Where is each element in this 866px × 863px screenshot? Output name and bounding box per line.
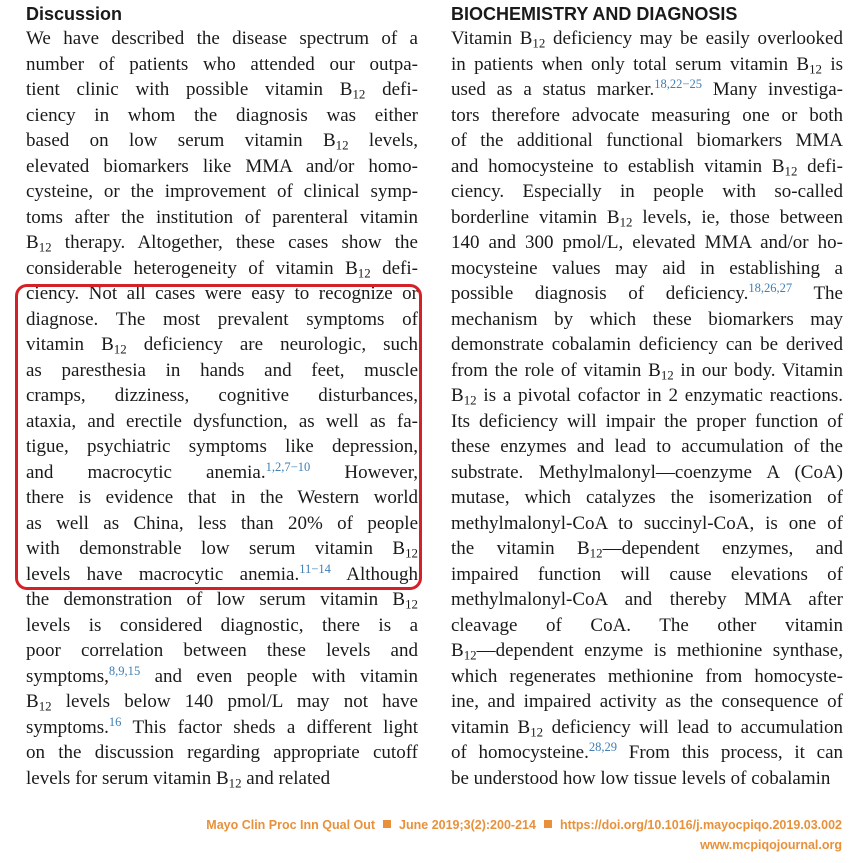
citation-ref[interactable]: 1,2,7−10	[265, 459, 311, 474]
text-line	[451, 332, 843, 358]
line-text: vitamin B	[26, 334, 114, 355]
text-line	[26, 638, 418, 664]
text-line	[451, 434, 843, 460]
line-text: of homocysteine.	[451, 742, 589, 763]
line-text: number of patients who attended our outpa-	[26, 53, 418, 75]
text-line	[26, 205, 418, 231]
citation-ref[interactable]: 18,22−25	[654, 77, 703, 92]
text-line	[451, 103, 843, 129]
footer-issue: June 2019;3(2):200-214	[399, 818, 536, 832]
text-line	[451, 740, 843, 766]
text-line	[451, 179, 843, 205]
subscript: 12	[532, 35, 546, 51]
line-text: This factor sheds a different light	[121, 716, 418, 738]
line-text: these enzymes and lead to accumulation of the	[451, 436, 843, 457]
text-line	[451, 638, 843, 664]
line-text: ciency in whom the diagnosis was either	[26, 104, 418, 126]
line-text: ciency. Not all cases were easy to recognize or	[26, 283, 418, 304]
subscript: 12	[589, 545, 603, 561]
line-text: Although	[330, 563, 419, 585]
text-line	[26, 409, 418, 435]
line-text: Many investiga-	[702, 79, 843, 100]
text-line	[26, 230, 418, 256]
line-text: tigue, psychiatric symptoms like depression,	[26, 436, 418, 457]
footer-citation	[206, 818, 842, 832]
text-line	[26, 613, 418, 639]
subscript: 12	[784, 163, 798, 179]
text-line	[451, 307, 843, 333]
line-text: methylmalonyl-CoA to succinyl-CoA, is one of	[451, 512, 843, 534]
line-text: elevated biomarkers like MMA and/or homo-	[26, 155, 418, 177]
line-text: impaired function will cause elevations of	[451, 563, 843, 585]
section-heading-discussion: Discussion	[26, 4, 123, 24]
citation-ref[interactable]: 8,9,15	[108, 663, 141, 678]
text-line	[451, 613, 843, 639]
text-line	[26, 587, 418, 613]
line-text: —dependent enzymes, and	[602, 538, 844, 559]
line-text: —dependent enzyme is methionine synthase,	[476, 640, 843, 661]
line-text: B	[451, 640, 464, 661]
text-line	[451, 664, 843, 690]
text-line	[451, 766, 843, 792]
text-line	[451, 205, 843, 231]
line-text: the vitamin B	[451, 538, 590, 559]
text-line	[26, 128, 418, 154]
text-line	[26, 766, 418, 792]
line-text: possible diagnosis of deficiency.	[451, 283, 749, 304]
subscript: 12	[530, 724, 544, 740]
subscript: 12	[228, 775, 242, 791]
subscript: 12	[335, 137, 349, 153]
text-line	[451, 26, 843, 52]
line-text: and macrocytic anemia.	[26, 461, 266, 483]
line-text: symptoms.	[26, 716, 109, 738]
citation-ref[interactable]: 18,26,27	[748, 281, 793, 296]
text-line	[451, 154, 843, 180]
line-text: ciency. Especially in people with so-called	[451, 181, 843, 202]
line-text: as paresthesia in hands and feet, muscle	[26, 359, 418, 381]
line-text: ataxia, and erectile dysfunction, as well as fa-	[26, 410, 418, 432]
line-text: levels for serum vitamin B	[26, 767, 229, 789]
text-line	[451, 536, 843, 562]
text-line	[451, 485, 843, 511]
line-text: symptoms,	[26, 665, 109, 687]
line-text: mechanism by which these biomarkers may	[451, 308, 843, 330]
biochemistry-paragraph	[451, 26, 843, 791]
subscript: 12	[352, 86, 366, 102]
text-line	[26, 485, 418, 511]
subscript: 12	[463, 647, 477, 663]
text-line	[26, 26, 418, 52]
subscript: 12	[463, 392, 477, 408]
text-line	[26, 256, 418, 282]
right-column	[451, 0, 843, 791]
line-text: mocysteine values may aid in establishing a	[451, 257, 843, 279]
line-text: poor correlation between these levels and	[26, 640, 418, 661]
text-line	[26, 434, 418, 460]
line-text: is	[821, 53, 843, 75]
text-line	[451, 383, 843, 409]
line-text: levels have macrocytic anemia.	[26, 563, 300, 585]
line-text: levels is considered diagnostic, there is a	[26, 614, 418, 636]
text-line	[451, 358, 843, 384]
footer-separator-icon	[383, 820, 391, 828]
line-text: which regenerates methionine from homocyste-	[451, 665, 843, 687]
text-line	[26, 740, 418, 766]
line-text: defi-	[370, 257, 418, 279]
text-line	[451, 587, 843, 613]
line-text: based on low serum vitamin B	[26, 130, 336, 151]
line-text: cleavage of CoA. The other vitamin	[451, 614, 843, 636]
line-text: levels,	[348, 130, 418, 151]
subscript: 12	[38, 698, 52, 714]
text-line	[26, 460, 418, 486]
line-text: there is evidence that in the Western world	[26, 487, 418, 508]
footer-journal: Mayo Clin Proc Inn Qual Out	[206, 818, 376, 832]
line-text: Its deficiency will impair the proper function of	[451, 410, 843, 432]
text-line	[451, 281, 843, 307]
subscript: 12	[405, 596, 418, 612]
subscript: 12	[660, 367, 674, 383]
line-text: of the additional functional biomarkers MMA	[451, 130, 843, 151]
text-line	[26, 358, 418, 384]
text-line	[26, 536, 418, 562]
text-line	[451, 256, 843, 282]
text-line	[26, 715, 418, 741]
line-text: considerable heterogeneity of vitamin B	[26, 257, 358, 279]
line-text: vitamin B	[451, 716, 531, 738]
citation-ref[interactable]: 28,29	[588, 740, 618, 755]
text-line	[26, 562, 418, 588]
line-text: with demonstrable low serum vitamin B	[26, 538, 406, 559]
left-column	[26, 0, 418, 791]
line-text: deficiency will lead to accumulation	[543, 716, 843, 738]
line-text: on the discussion regarding appropriate cutoff	[26, 742, 418, 763]
subscript: 12	[357, 265, 371, 281]
line-text: and homocysteine to establish vitamin B	[451, 155, 785, 177]
text-line	[451, 460, 843, 486]
line-text: B	[26, 232, 39, 253]
text-line	[451, 409, 843, 435]
line-text: Vitamin B	[451, 28, 533, 49]
line-text: in our body. Vitamin	[673, 359, 843, 381]
text-line	[451, 77, 843, 103]
text-line	[26, 383, 418, 409]
line-text: toms after the institution of parenteral vitamin	[26, 206, 418, 228]
line-text: demonstrate cobalamin deficiency can be derived	[451, 334, 843, 355]
line-text: tors therefore advocate measuring one or both	[451, 104, 843, 126]
text-line	[451, 52, 843, 78]
text-line	[26, 281, 418, 307]
subscript: 12	[809, 61, 822, 77]
line-text: the demonstration of low serum vitamin B	[26, 589, 406, 610]
line-text: cysteine, or the improvement of clinical symp-	[26, 181, 418, 202]
line-text: deficiency are neurologic, such	[126, 334, 418, 355]
text-line	[26, 52, 418, 78]
text-line	[26, 307, 418, 333]
line-text: defi-	[797, 155, 843, 177]
text-line	[26, 179, 418, 205]
line-text: B	[26, 691, 39, 712]
citation-ref[interactable]: 16	[108, 714, 122, 729]
text-line	[451, 230, 843, 256]
line-text: levels, ie, those between	[632, 206, 843, 228]
text-line	[26, 664, 418, 690]
line-text: ine, and impaired activity as the consequence of	[451, 691, 843, 712]
footer-website-link[interactable]: www.mcpiqojournal.org	[700, 838, 842, 852]
text-line	[451, 128, 843, 154]
line-text: From this process, it can	[617, 742, 843, 763]
subscript: 12	[113, 341, 127, 357]
line-text: is a pivotal cofactor in 2 enzymatic reactions.	[476, 385, 843, 406]
text-line	[26, 103, 418, 129]
line-text: diagnose. The most prevalent symptoms of	[26, 308, 418, 330]
text-line	[26, 511, 418, 537]
line-text: as well as China, less than 20% of people	[26, 512, 418, 534]
line-text: and even people with vitamin	[140, 665, 418, 687]
subscript: 12	[405, 545, 418, 561]
line-text: borderline vitamin B	[451, 206, 620, 228]
line-text: in patients when only total serum vitamin B	[451, 53, 810, 75]
text-line	[451, 511, 843, 537]
line-text: substrate. Methylmalonyl—coenzyme A (CoA)	[451, 461, 843, 483]
line-text: from the role of vitamin B	[451, 359, 661, 381]
line-text: deficiency may be easily overlooked	[545, 28, 843, 49]
line-text: The	[792, 283, 843, 304]
line-text: mutase, which catalyzes the isomerization of	[451, 487, 843, 508]
text-line	[26, 332, 418, 358]
line-text: levels below 140 pmol/L may not have	[51, 691, 418, 712]
line-text: We have described the disease spectrum of a	[26, 28, 418, 49]
line-text: used as a status marker.	[451, 79, 655, 100]
text-line	[451, 562, 843, 588]
subscript: 12	[619, 214, 633, 230]
line-text: methylmalonyl-CoA and thereby MMA after	[451, 589, 843, 610]
text-line	[451, 715, 843, 741]
text-line	[26, 77, 418, 103]
citation-ref[interactable]: 11−14	[299, 561, 331, 576]
line-text: defi-	[365, 79, 418, 100]
line-text: and related	[241, 767, 331, 789]
footer-doi-link[interactable]: https://doi.org/10.1016/j.mayocpiqo.2019.03.002	[559, 818, 842, 832]
text-line	[26, 689, 418, 715]
line-text: tient clinic with possible vitamin B	[26, 79, 353, 100]
line-text: 140 and 300 pmol/L, elevated MMA and/or ho-	[451, 232, 843, 253]
footer-separator-icon	[544, 820, 552, 828]
line-text: be understood how low tissue levels of cobalamin	[451, 767, 831, 789]
text-line	[451, 689, 843, 715]
line-text: B	[451, 385, 464, 406]
subscript: 12	[38, 239, 52, 255]
line-text: cramps, dizziness, cognitive disturbances,	[26, 385, 418, 406]
discussion-paragraph	[26, 26, 418, 791]
text-line	[26, 154, 418, 180]
section-heading-biochemistry: BIOCHEMISTRY AND DIAGNOSIS	[451, 4, 738, 24]
line-text: therapy. Altogether, these cases show the	[51, 232, 418, 253]
line-text: However,	[310, 461, 419, 483]
